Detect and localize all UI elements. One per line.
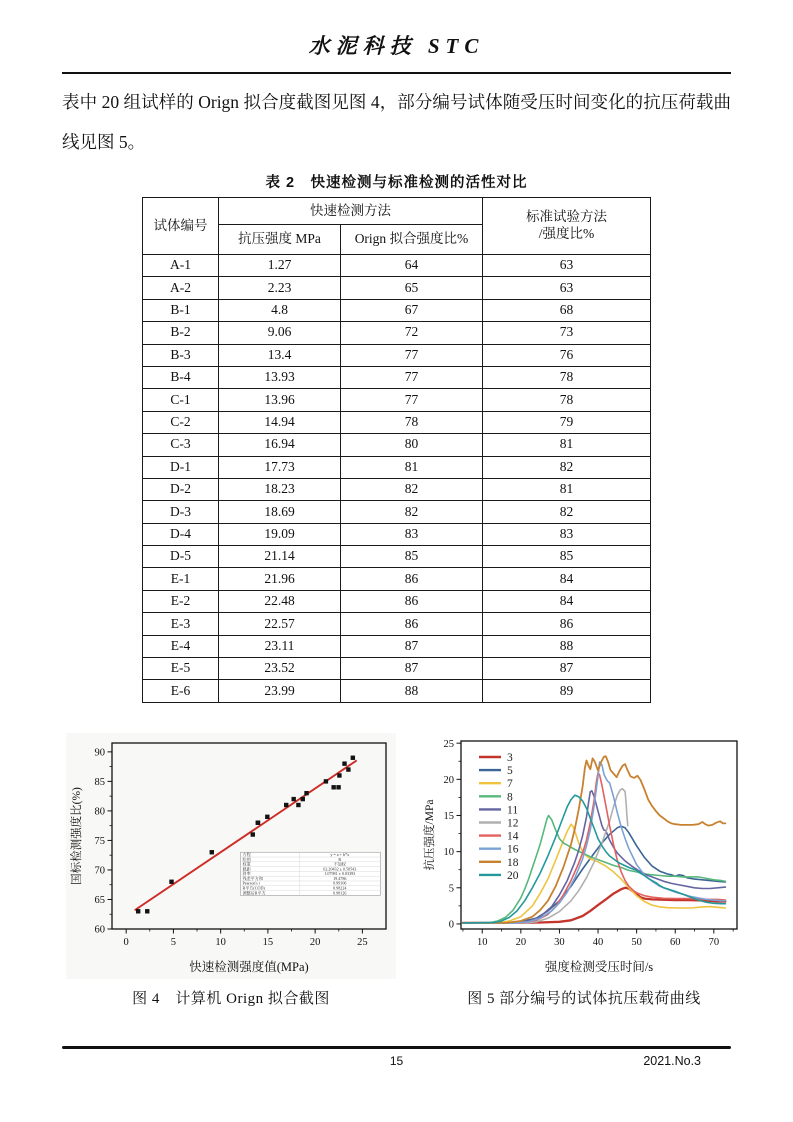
x-tick-label: 0 (123, 936, 129, 948)
header-orign-ratio: Orign 拟合强度比% (341, 225, 483, 255)
fit-stat-value: 不加权 (333, 861, 346, 867)
table-cell: D-5 (143, 546, 219, 568)
legend-label-11: 11 (507, 804, 519, 817)
y-tick-label: 25 (443, 738, 454, 750)
table-cell: 86 (341, 568, 483, 590)
y-tick-label: 10 (443, 847, 454, 859)
fit-stat-label: R平方(COD) (242, 885, 265, 891)
scatter-point (145, 909, 149, 913)
table-cell: 22.57 (219, 613, 341, 635)
table-cell: 14.94 (219, 411, 341, 433)
table-cell: 21.96 (219, 568, 341, 590)
table-cell: 86 (341, 590, 483, 612)
table-cell: 83 (483, 523, 651, 545)
table-cell: 82 (483, 501, 651, 523)
legend-label-8: 8 (507, 791, 513, 804)
table-cell: 72 (341, 322, 483, 344)
table-row (143, 366, 651, 388)
table-cell: 88 (483, 635, 651, 657)
header-divider (62, 72, 731, 74)
issue-label: 2021.No.3 (643, 1054, 701, 1068)
table-cell: 17.73 (219, 456, 341, 478)
x-tick-label: 15 (262, 936, 274, 948)
scatter-point (304, 791, 308, 795)
table-row (143, 568, 651, 590)
table-row (143, 658, 651, 680)
table-cell: 79 (483, 411, 651, 433)
y-axis-label: 抗压强度/MPa (424, 799, 436, 871)
header-standard-line1: 标准试验方法 (526, 209, 607, 225)
scatter-point (346, 767, 350, 771)
table-cell: 81 (341, 456, 483, 478)
table-cell: 13.93 (219, 366, 341, 388)
table-cell: 1.27 (219, 255, 341, 277)
fit-stat-label: 斜率 (242, 870, 251, 876)
table-cell: E-4 (143, 635, 219, 657)
figure5-block (419, 733, 749, 1008)
table-cell: 73 (483, 322, 651, 344)
scatter-point (136, 909, 140, 913)
table-cell: D-3 (143, 501, 219, 523)
scatter-point (210, 850, 214, 854)
table-title: 表 2 快速检测与标准检测的活性对比 (265, 175, 528, 191)
legend-label-18: 18 (507, 856, 519, 869)
fit-stat-value: 1.07981 ± 0.03393 (324, 870, 356, 876)
scatter-point (251, 832, 255, 836)
table-row (143, 635, 651, 657)
table-cell: 64 (341, 255, 483, 277)
x-tick-label: 20 (309, 936, 321, 948)
legend-label-3: 3 (507, 751, 513, 764)
scatter-point (342, 761, 346, 765)
x-axis-label: 强度检测受压时间/s (544, 959, 654, 974)
table-cell: 13.4 (219, 344, 341, 366)
x-tick-label: 10 (215, 936, 226, 948)
figure4-chart (66, 733, 396, 979)
table-cell: 87 (341, 635, 483, 657)
journal-header-title: 水泥科技 STC (308, 34, 485, 58)
header-standard (483, 198, 651, 255)
header-rapid-group: 快速检测方法 (219, 198, 483, 225)
y-tick-label: 80 (94, 806, 105, 818)
table-cell: C-3 (143, 434, 219, 456)
fit-stat-value: 0.98224 (333, 885, 347, 891)
table-cell: 77 (341, 366, 483, 388)
fit-stat-value: 0.98126 (333, 890, 347, 896)
y-axis-label: 国标检测强度比(%) (71, 786, 83, 885)
table-cell: 85 (341, 546, 483, 568)
fit-stat-value: B (338, 856, 342, 862)
table-row (143, 322, 651, 344)
fit-stat-value: 0.99106 (333, 880, 347, 886)
table-cell: 86 (341, 613, 483, 635)
table-cell: C-1 (143, 389, 219, 411)
plot-frame (112, 743, 386, 929)
table-cell: 84 (483, 590, 651, 612)
table-cell: 80 (341, 434, 483, 456)
scatter-point (336, 785, 340, 789)
table-cell: 77 (341, 389, 483, 411)
figure4-caption: 图 4 计算机 Orign 拟合截图 (132, 990, 330, 1007)
table-cell: 2.23 (219, 277, 341, 299)
table-row (143, 255, 651, 277)
scatter-point (301, 797, 305, 801)
legend-label-14: 14 (507, 830, 519, 843)
table-cell: 63 (483, 255, 651, 277)
table-row (143, 523, 651, 545)
table-cell: 76 (483, 344, 651, 366)
figure5-caption: 图 5 部分编号的试体抗压载荷曲线 (467, 990, 701, 1007)
legend-label-7: 7 (507, 778, 513, 791)
table-cell: E-6 (143, 680, 219, 702)
table-cell: E-2 (143, 590, 219, 612)
table-cell: 22.48 (219, 590, 341, 612)
y-tick-label: 20 (443, 774, 454, 786)
table-row (143, 680, 651, 702)
table-head (143, 198, 651, 255)
table-row (143, 501, 651, 523)
table-cell: 13.96 (219, 389, 341, 411)
page-number: 15 (389, 1054, 404, 1068)
table-cell: 18.23 (219, 478, 341, 500)
table-cell: 9.06 (219, 322, 341, 344)
y-tick-label: 65 (94, 894, 105, 906)
fit-stat-value: 62.20432 ± 0.50543 (323, 866, 357, 872)
legend-label-20: 20 (507, 869, 519, 882)
table-cell: 78 (483, 366, 651, 388)
x-tick-label: 50 (631, 936, 642, 948)
table-row (143, 590, 651, 612)
fit-stat-label: 调整后R平方 (242, 890, 266, 896)
table-row (143, 277, 651, 299)
scatter-point (256, 820, 260, 824)
footer-divider (62, 1046, 731, 1049)
figure5-chart (419, 733, 749, 979)
header-standard-line2: /强度比% (538, 226, 595, 241)
table-cell: 85 (483, 546, 651, 568)
table-row (143, 344, 651, 366)
table-cell: 82 (341, 501, 483, 523)
scatter-point (265, 814, 269, 818)
table-row (143, 434, 651, 456)
x-tick-label: 60 (669, 936, 681, 948)
fit-stat-label: Pearson's r (242, 880, 261, 886)
scatter-point (324, 779, 328, 783)
activity-comparison-table (142, 197, 651, 703)
y-tick-label: 90 (94, 747, 105, 759)
table-cell: 78 (341, 411, 483, 433)
table-cell: 78 (483, 389, 651, 411)
y-tick-label: 60 (94, 924, 105, 936)
table-cell: 82 (483, 456, 651, 478)
table-cell: B-4 (143, 366, 219, 388)
x-tick-label: 10 (476, 936, 488, 948)
y-tick-label: 85 (94, 776, 105, 788)
table-cell: B-1 (143, 299, 219, 321)
y-tick-label: 15 (443, 810, 454, 822)
table-row (143, 299, 651, 321)
x-tick-label: 70 (708, 936, 720, 948)
x-tick-label: 5 (170, 936, 177, 948)
fit-stat-label: 截距 (242, 866, 251, 872)
table-cell: D-2 (143, 478, 219, 500)
table-row (143, 389, 651, 411)
table-cell: 87 (341, 658, 483, 680)
table-cell: 68 (483, 299, 651, 321)
table-row (143, 546, 651, 568)
fit-stat-value: y = a + b*x (330, 851, 350, 857)
table-cell: 86 (483, 613, 651, 635)
table-cell: 81 (483, 434, 651, 456)
fit-stat-label: 绘图 (242, 856, 251, 862)
table-row (143, 456, 651, 478)
table-cell: B-3 (143, 344, 219, 366)
y-tick-label: 0 (448, 919, 454, 931)
table-cell: 18.69 (219, 501, 341, 523)
legend-label-5: 5 (507, 764, 513, 777)
table-cell: 16.94 (219, 434, 341, 456)
series-line-20 (463, 795, 726, 923)
x-tick-label: 25 (357, 936, 368, 948)
body-paragraph: 表中 20 组试样的 Orign 拟合度截图见图 4，部分编号试体随受压时间变化的抗压荷载曲线见图 5。 (62, 92, 731, 152)
table-row (143, 411, 651, 433)
table-row (143, 478, 651, 500)
y-tick-label: 5 (448, 883, 454, 895)
table-cell: 83 (341, 523, 483, 545)
header-strength: 抗压强度 MPa (219, 225, 341, 255)
fit-stat-value: 19.4786 (333, 875, 347, 881)
scatter-point (331, 785, 335, 789)
y-tick-label: 70 (94, 865, 105, 877)
table-cell: E-3 (143, 613, 219, 635)
table-cell: A-2 (143, 277, 219, 299)
fit-stat-label: 方程 (242, 851, 251, 857)
table-cell: D-1 (143, 456, 219, 478)
table-cell: 23.11 (219, 635, 341, 657)
scatter-point (291, 797, 295, 801)
table-cell: D-4 (143, 523, 219, 545)
table-body (143, 255, 651, 703)
table-cell: 23.52 (219, 658, 341, 680)
table-cell: A-1 (143, 255, 219, 277)
table-cell: 82 (341, 478, 483, 500)
table-cell: 21.14 (219, 546, 341, 568)
table-cell: B-2 (143, 322, 219, 344)
table-cell: 87 (483, 658, 651, 680)
table-cell: 89 (483, 680, 651, 702)
table-cell: 67 (341, 299, 483, 321)
legend-label-12: 12 (507, 817, 519, 830)
header-specimen: 试体编号 (143, 198, 219, 255)
table-cell: 19.09 (219, 523, 341, 545)
x-tick-label: 20 (515, 936, 527, 948)
y-tick-label: 75 (94, 835, 105, 847)
table-cell: 81 (483, 478, 651, 500)
scatter-point (296, 803, 300, 807)
table-row (143, 613, 651, 635)
x-tick-label: 30 (554, 936, 565, 948)
table-cell: 23.99 (219, 680, 341, 702)
scatter-point (351, 755, 355, 759)
scatter-point (337, 773, 341, 777)
scatter-point (284, 803, 288, 807)
fit-stat-label: 权重 (242, 861, 251, 867)
legend-label-16: 16 (507, 843, 519, 856)
figure4-block (66, 733, 396, 1008)
table-cell: 63 (483, 277, 651, 299)
table-cell: 65 (341, 277, 483, 299)
figures-row (66, 733, 749, 1008)
series-line-3 (463, 888, 726, 923)
table-cell: E-1 (143, 568, 219, 590)
x-tick-label: 40 (592, 936, 604, 948)
table-cell: E-5 (143, 658, 219, 680)
fit-stat-label: 残差平方和 (242, 875, 263, 881)
table-cell: 77 (341, 344, 483, 366)
table-cell: 84 (483, 568, 651, 590)
scatter-point (169, 879, 173, 883)
table-cell: 4.8 (219, 299, 341, 321)
x-axis-label: 快速检测强度值(MPa) (189, 959, 309, 974)
table-cell: 88 (341, 680, 483, 702)
table-cell: C-2 (143, 411, 219, 433)
